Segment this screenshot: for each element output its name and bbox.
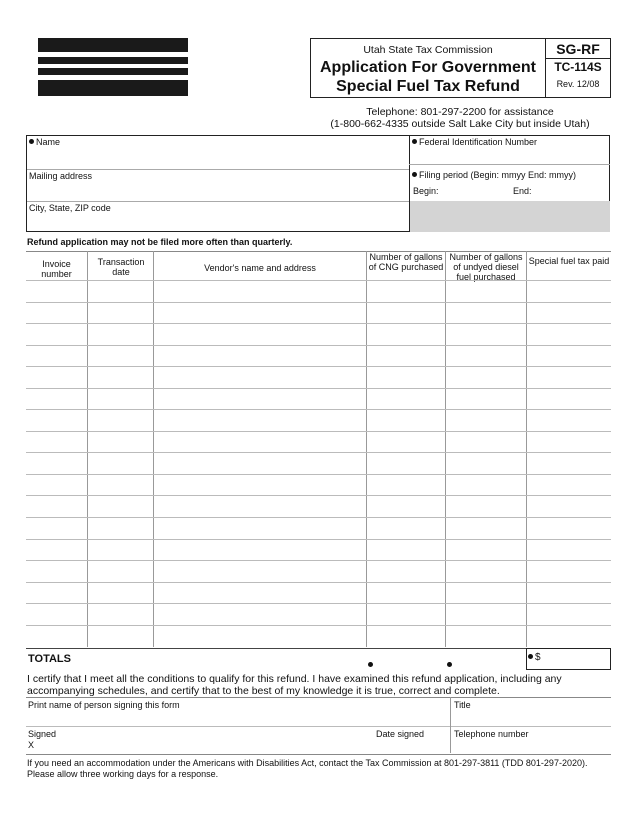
col-vendor-header: Vendor's name and address bbox=[204, 263, 316, 273]
filing-period-field[interactable]: Filing period (Begin: mmyy End: mmyy) bbox=[412, 170, 576, 180]
agency-name: Utah State Tax Commission bbox=[363, 44, 493, 56]
form-code-box bbox=[546, 38, 611, 98]
date-signed-field[interactable]: Date signed bbox=[376, 729, 425, 739]
ada-footer: If you need an accommodation under the Americans with Disabilities Act, contact the Tax Commission at 801-297-3811 (TDD 801-297-2020). Please allow three working days for a response. bbox=[27, 758, 588, 779]
table-row[interactable] bbox=[26, 474, 611, 495]
form-number: TC-114S bbox=[554, 60, 602, 74]
signature-x-mark: X bbox=[28, 740, 35, 750]
print-name-field[interactable]: Print name of person signing this form bbox=[28, 700, 180, 710]
table-row[interactable] bbox=[26, 366, 611, 387]
name-field[interactable]: Name bbox=[29, 137, 60, 147]
fein-field[interactable]: Federal Identification Number bbox=[412, 137, 537, 147]
title-box bbox=[310, 38, 546, 98]
table-row[interactable] bbox=[26, 560, 611, 581]
title-field[interactable]: Title bbox=[454, 700, 471, 710]
signature-field[interactable]: Signed bbox=[28, 729, 57, 739]
applicant-box bbox=[26, 135, 610, 232]
phone-line1: Telephone: 801-297-2200 for assistance bbox=[366, 106, 554, 118]
table-row[interactable] bbox=[26, 452, 611, 473]
table-row[interactable] bbox=[26, 539, 611, 560]
bullet-icon bbox=[29, 139, 34, 144]
table-row[interactable] bbox=[26, 603, 611, 624]
signature-section bbox=[26, 697, 611, 754]
totals-label: TOTALS bbox=[28, 653, 71, 665]
form-title-line2: Special Fuel Tax Refund bbox=[336, 78, 520, 95]
table-row[interactable] bbox=[26, 302, 611, 323]
col-date-header: Transaction date bbox=[97, 257, 145, 277]
col-cng-header: Number of gallons of CNG purchased bbox=[368, 252, 444, 272]
table-row[interactable] bbox=[26, 625, 611, 646]
bullet-icon bbox=[412, 139, 417, 144]
mailing-address-field[interactable]: Mailing address bbox=[29, 171, 93, 181]
table-row[interactable] bbox=[26, 409, 611, 430]
table-row[interactable] bbox=[26, 323, 611, 344]
quarterly-notice: Refund application may not be filed more often than quarterly. bbox=[27, 237, 293, 247]
totals-row bbox=[26, 648, 611, 670]
begin-label[interactable]: Begin: bbox=[413, 186, 439, 196]
bullet-icon bbox=[368, 662, 373, 667]
certification-text: I certify that I meet all the conditions to qualify for this refund. I have examined this refund application, including any accompanying schedules, and certify that to the best of my knowledge it is true, correct and complete. bbox=[27, 673, 562, 697]
shaded-area bbox=[410, 201, 610, 232]
table-row[interactable] bbox=[26, 345, 611, 366]
bullet-icon bbox=[412, 172, 417, 177]
purchases-table bbox=[26, 251, 611, 648]
table-row[interactable] bbox=[26, 582, 611, 603]
table-row[interactable] bbox=[26, 431, 611, 452]
table-row[interactable] bbox=[26, 517, 611, 538]
table-row[interactable] bbox=[26, 388, 611, 409]
col-invoice-header: Invoice number bbox=[41, 259, 72, 279]
col-tax-header: Special fuel tax paid bbox=[528, 256, 610, 266]
tax-total-field[interactable]: $ bbox=[526, 648, 611, 670]
revision-date: Rev. 12/08 bbox=[556, 79, 600, 89]
form-title-line1: Application For Government bbox=[319, 59, 536, 76]
col-diesel-header: Number of gallons of undyed diesel fuel purchased bbox=[449, 252, 523, 282]
cng-total-field[interactable] bbox=[368, 655, 375, 673]
table-row[interactable] bbox=[26, 495, 611, 516]
form-code: SG-RF bbox=[556, 41, 600, 57]
bullet-icon bbox=[447, 662, 452, 667]
telephone-field[interactable]: Telephone number bbox=[454, 729, 529, 739]
city-state-zip-field[interactable]: City, State, ZIP code bbox=[29, 203, 111, 213]
table-row[interactable] bbox=[26, 280, 611, 301]
end-label[interactable]: End: bbox=[513, 186, 532, 196]
phone-line2: (1-800-662-4335 outside Salt Lake City but inside Utah) bbox=[330, 118, 590, 130]
diesel-total-field[interactable] bbox=[447, 655, 454, 673]
bullet-icon bbox=[528, 654, 533, 659]
